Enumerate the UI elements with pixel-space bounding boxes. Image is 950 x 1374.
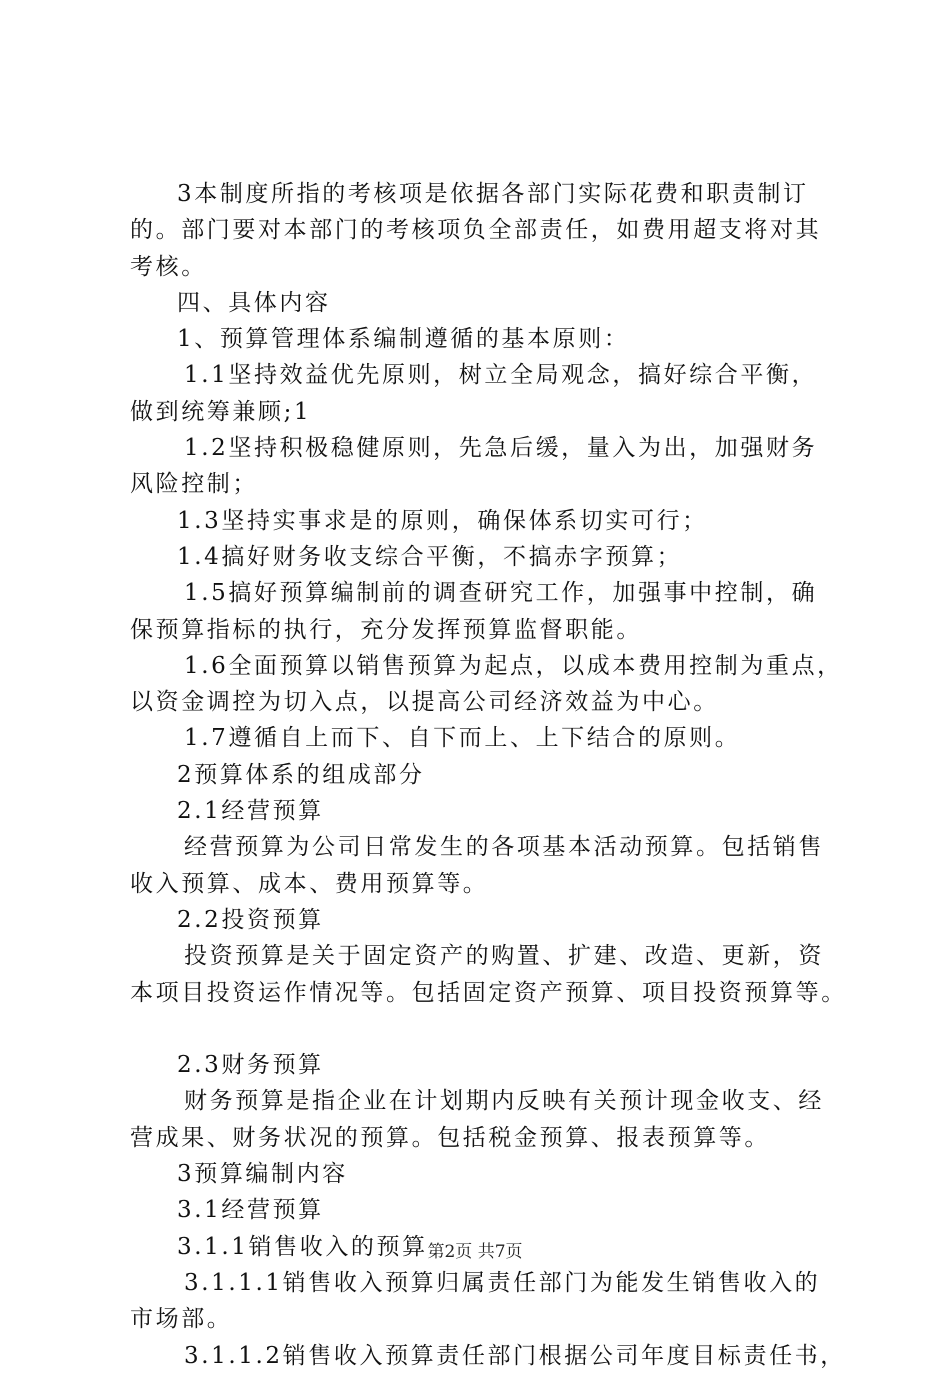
page-number-footer: 第2页 共7页 <box>427 1242 523 1262</box>
subsection-heading: 2.1经营预算 <box>177 798 324 825</box>
subsection-heading: 2.3财务预算 <box>177 1052 324 1079</box>
paragraph-line: 风险控制； <box>130 471 258 498</box>
paragraph-line: 3本制度所指的考核项是依据各部门实际花费和职责制订 <box>177 181 809 207</box>
paragraph-line: 投资预算是关于固定资产的购置、扩建、改造、更新，资 <box>184 943 824 970</box>
paragraph-line: 3.1.1.2销售收入预算责任部门根据公司年度目标责任书， <box>184 1342 846 1369</box>
paragraph-line: 1.7遵循自上而下、自下而上、上下结合的原则。 <box>184 725 741 752</box>
paragraph-line: 1.4搞好财务收支综合平衡，不搞赤字预算； <box>177 543 683 570</box>
paragraph-line: 1.2坚持积极稳健原则，先急后缓，量入为出，加强财务 <box>184 435 818 462</box>
paragraph-line: 1.1坚持效益优先原则，树立全局观念，搞好综合平衡， <box>184 362 818 389</box>
subsection-heading: 3预算编制内容 <box>177 1161 348 1188</box>
paragraph-line: 收入预算、成本、费用预算等。 <box>130 870 489 897</box>
paragraph-line: 1.3坚持实事求是的原则，确保体系切实可行； <box>177 507 708 534</box>
paragraph-line: 的。部门要对本部门的考核项负全部责任，如费用超支将对其 <box>130 217 822 244</box>
paragraph-line: 考核。 <box>130 253 207 280</box>
subsection-heading: 3.1.1销售收入的预算 <box>177 1233 428 1260</box>
subsection-heading: 1、预算管理体系编制遵循的基本原则： <box>177 326 630 353</box>
document-body <box>130 176 852 1374</box>
paragraph-line: 1.5搞好预算编制前的调查研究工作，加强事中控制，确 <box>184 580 818 607</box>
blank-line <box>130 1011 852 1047</box>
section-heading: 四、具体内容 <box>177 289 331 316</box>
subsection-heading: 2.2投资预算 <box>177 906 324 933</box>
paragraph-line: 市场部。 <box>130 1306 233 1333</box>
paragraph-line: 做到统筹兼顾;1 <box>130 398 312 425</box>
paragraph-line: 本项目投资运作情况等。包括固定资产预算、项目投资预算等。 <box>130 979 847 1006</box>
paragraph-line: 保预算指标的执行，充分发挥预算监督职能。 <box>130 616 642 643</box>
paragraph-line: 1.6全面预算以销售预算为起点，以成本费用控制为重点， <box>184 652 843 679</box>
subsection-heading: 2预算体系的组成部分 <box>177 761 425 788</box>
paragraph-line: 3.1.1.1销售收入预算归属责任部门为能发生销售收入的 <box>184 1269 821 1296</box>
paragraph-line: 以资金调控为切入点，以提高公司经济效益为中心。 <box>130 689 719 716</box>
paragraph-line: 财务预算是指企业在计划期内反映有关预计现金收支、经 <box>184 1088 824 1115</box>
paragraph-line: 经营预算为公司日常发生的各项基本活动预算。包括销售 <box>184 834 824 861</box>
subsection-heading: 3.1经营预算 <box>177 1197 324 1224</box>
paragraph-line: 营成果、财务状况的预算。包括税金预算、报表预算等。 <box>130 1124 770 1151</box>
